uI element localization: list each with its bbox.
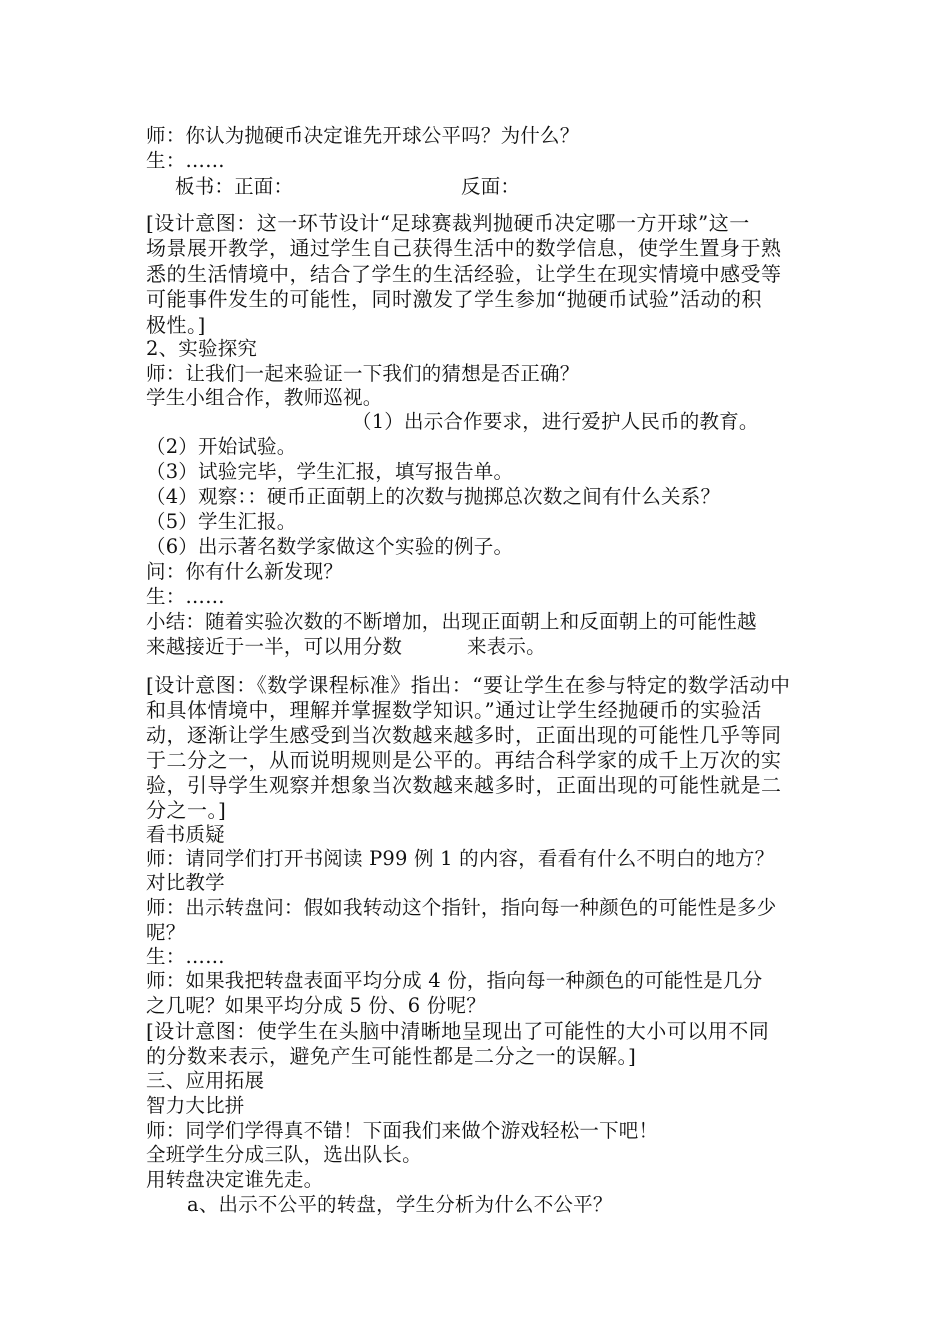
paragraph-line: 和具体情境中，理解并掌握数学知识。”通过让学生经抛硬币的实验活 xyxy=(146,698,762,722)
paragraph-line: [设计意图：这一环节设计“足球赛裁判抛硬币决定哪一方开球”这一 xyxy=(146,211,750,235)
text-line: 学生小组合作，教师巡视。 xyxy=(146,386,383,409)
step-item: （4）观察：：硬币正面朝上的次数与抛掷总次数之间有什么关系？ xyxy=(146,485,721,508)
paragraph-line: 动，逐渐让学生感受到当次数越来越多时，正面出现的可能性几乎等同 xyxy=(146,723,782,747)
step-item: （3）试验完毕，学生汇报，填写报告单。 xyxy=(146,460,514,483)
paragraph-line: 验，引导学生观察并想象当次数越来越多时，正面出现的可能性就是二 xyxy=(146,773,782,797)
section-heading: 2、实验探究 xyxy=(146,337,258,360)
summary-line: 小结：随着实验次数的不断增加，出现正面朝上和反面朝上的可能性越 xyxy=(146,610,757,633)
paragraph-line: [设计意图：使学生在头脑中清晰地呈现出了可能性的大小可以用不同 xyxy=(146,1019,770,1043)
text-line: 呢？ xyxy=(146,921,186,944)
text-line: a、出示不公平的转盘，学生分析为什么不公平？ xyxy=(187,1193,613,1216)
student-answer-line: 生：…… xyxy=(146,149,225,172)
step-item: （5）学生汇报。 xyxy=(146,510,297,533)
step-item: （6）出示著名数学家做这个实验的例子。 xyxy=(146,535,514,558)
section-heading: 对比教学 xyxy=(146,871,225,894)
text-line: 问：你有什么新发现？ xyxy=(146,560,344,583)
paragraph-line: 可能事件发生的可能性，同时激发了学生参加“抛硬币试验”活动的积 xyxy=(146,287,762,311)
text-line: 师：让我们一起来验证一下我们的猜想是否正确？ xyxy=(146,362,580,385)
paragraph-line: 场景展开教学，通过学生自己获得生活中的数学信息，使学生置身于熟 xyxy=(146,236,782,260)
teacher-question-line: 师：你认为抛硬币决定谁先开球公平吗？为什么？ xyxy=(146,124,580,147)
text-line: 生：…… xyxy=(146,585,225,608)
section-heading: 三、应用拓展 xyxy=(146,1069,265,1092)
step-item: （1）出示合作要求，进行爱护人民币的教育。 xyxy=(352,410,759,433)
summary-line-start: 来越接近于一半，可以用分数 xyxy=(146,635,403,658)
text-line: 师：出示转盘问：假如我转动这个指针，指向每一种颜色的可能性是多少 xyxy=(146,896,777,919)
paragraph-line: 的分数来表示，避免产生可能性都是二分之一的误解。] xyxy=(146,1044,637,1068)
text-line: 生：…… xyxy=(146,945,225,968)
step-item: （2）开始试验。 xyxy=(146,435,297,458)
paragraph-line: 分之一。] xyxy=(146,798,227,822)
summary-line-end: 来表示。 xyxy=(467,635,546,658)
text-line: 师：请同学们打开书阅读 P99 例 1 的内容，看看有什么不明白的地方？ xyxy=(146,847,775,870)
board-writing-front: 板书：正面： xyxy=(175,175,294,198)
paragraph-line: 极性。] xyxy=(146,313,206,337)
paragraph-line: 悉的生活情境中，结合了学生的生活经验，让学生在现实情境中感受等 xyxy=(146,262,782,286)
paragraph-line: [设计意图：《数学课程标准》指出：“要让学生在参与特定的数学活动中 xyxy=(146,673,791,697)
subsection-heading: 智力大比拼 xyxy=(146,1094,245,1117)
text-line: 师：同学们学得真不错！下面我们来做个游戏轻松一下吧！ xyxy=(146,1119,659,1142)
board-writing-back: 反面： xyxy=(461,175,521,198)
text-line: 用转盘决定谁先走。 xyxy=(146,1168,324,1191)
text-line: 全班学生分成三队，选出队长。 xyxy=(146,1143,422,1166)
paragraph-line: 于二分之一，从而说明规则是公平的。再结合科学家的成千上万次的实 xyxy=(146,748,782,772)
section-heading: 看书质疑 xyxy=(146,823,225,846)
text-line: 师：如果我把转盘表面平均分成 4 份，指向每一种颜色的可能性是几分 xyxy=(146,969,763,992)
text-line: 之几呢？如果平均分成 5 份、6 份呢？ xyxy=(146,994,486,1017)
